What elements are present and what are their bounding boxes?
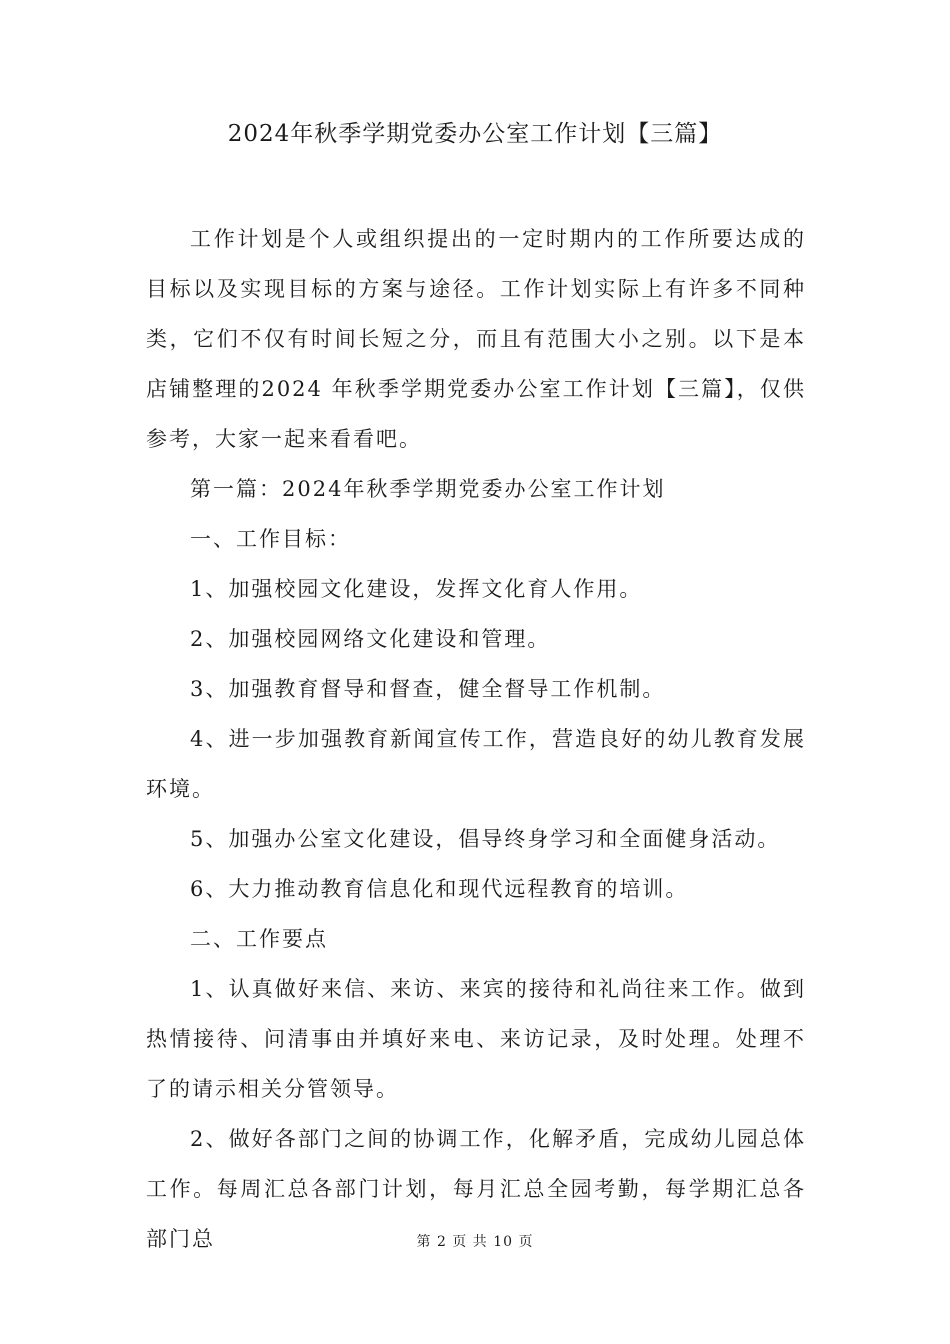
key-point-item-2: 2、做好各部门之间的协调工作，化解矛盾，完成幼儿园总体工作。每周汇总各部门计划，每月汇总全园考勤，每学期汇总各部门总 xyxy=(146,1127,806,1251)
goal-item-5: 5、加强办公室文化建设，倡导终身学习和全面健身活动。 xyxy=(190,827,781,851)
goal-item-6: 6、大力推动教育信息化和现代远程教育的培训。 xyxy=(190,877,689,901)
document-title: 2024年秋季学期党委办公室工作计划【三篇】 xyxy=(227,121,723,147)
section-heading-first-article: 第一篇：2024年秋季学期党委办公室工作计划 xyxy=(190,477,666,501)
intro-paragraph: 工作计划是个人或组织提出的一定时期内的工作所要达成的目标以及实现目标的方案与途径。工作计划实际上有许多不同种类，它们不仅有时间长短之分，而且有范围大小之别。以下是本店铺整理的2024 年秋季学期党委办公室工作计划【三篇】，仅供参考，大家一起来看看吧。 xyxy=(146,227,806,451)
key-point-item-1: 1、认真做好来信、来访、来宾的接待和礼尚往来工作。做到热情接待、问清事由并填好来电、来访记录，及时处理。处理不了的请示相关分管领导。 xyxy=(146,977,806,1101)
goal-item-1: 1、加强校园文化建设，发挥文化育人作用。 xyxy=(190,577,643,601)
section-heading-goals: 一、工作目标： xyxy=(190,527,351,551)
section-heading-key-points: 二、工作要点 xyxy=(190,927,328,951)
goal-item-4: 4、进一步加强教育新闻宣传工作，营造良好的幼儿教育发展环境。 xyxy=(146,727,806,801)
document-body xyxy=(146,214,806,1264)
goal-item-2: 2、加强校园网络文化建设和管理。 xyxy=(190,627,551,651)
page-number-footer: 第 2 页 共 10 页 xyxy=(416,1234,534,1250)
goal-item-3: 3、加强教育督导和督查，健全督导工作机制。 xyxy=(190,677,666,701)
